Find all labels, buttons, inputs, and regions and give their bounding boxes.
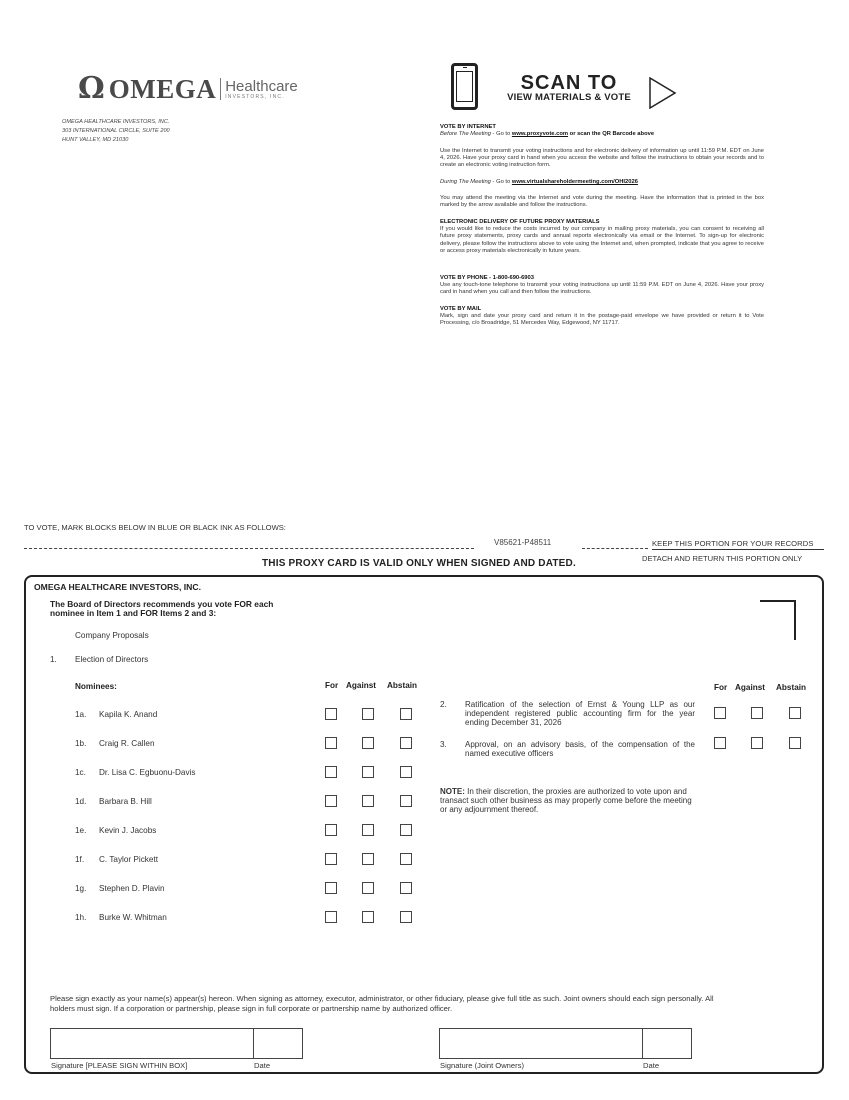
scan-title-line2: VIEW MATERIALS & VOTE	[507, 92, 631, 103]
vote-mail-section	[440, 306, 764, 328]
col-for-header-right: For	[714, 683, 728, 692]
company-logo	[78, 72, 308, 106]
note-paragraph	[440, 787, 695, 814]
nominee-1e-for-checkbox[interactable]	[325, 824, 337, 836]
virtual-meeting-link[interactable]: www.virtualshareholdermeeting.com/OHI2026	[511, 179, 638, 185]
phone-text: Use any touch-tone telephone to transmit your voting instructions up until 11:59 P.M. EDT on June 4, 2026. Have your proxy card in hand when you call and then follow the instructions.	[440, 282, 764, 296]
nominee-1e-against-checkbox[interactable]	[362, 824, 374, 836]
recommend-line-2: nominee in Item 1 and FOR Items 2 and 3:	[50, 608, 217, 618]
item3-abstain-checkbox[interactable]	[789, 737, 801, 749]
detach-line-left	[24, 548, 474, 549]
nominee-1g-abstain-checkbox[interactable]	[400, 882, 412, 894]
before-meeting-pre: - Go to	[490, 131, 512, 138]
signature-date-label: Date	[254, 1061, 271, 1070]
to-vote-instruction: TO VOTE, MARK BLOCKS BELOW IN BLUE OR BLACK INK AS FOLLOWS:	[24, 523, 286, 532]
electronic-text: If you would like to reduce the costs incurred by our company in mailing proxy materials, you can consent to receiving all future proxy statements, proxy cards and annual reports electronically via email or the Internet. To sign-up for electronic delivery, please follow the instructions above to vote using the Internet and, when prompted, indicate that you agree to receive or access proxy materials electronically in future years.	[440, 226, 764, 254]
nominee-number: 1a.	[75, 710, 87, 719]
joint-date-box[interactable]	[642, 1028, 692, 1059]
col-for-header: For	[325, 681, 339, 690]
nominee-1h-against-checkbox[interactable]	[362, 911, 374, 923]
item3-number: 3.	[440, 740, 447, 749]
item3-text: Approval, on an advisory basis, of the compensation of the named executive officers	[465, 740, 695, 758]
keep-underline	[652, 549, 824, 550]
note-label: NOTE:	[440, 787, 465, 796]
signing-instructions: Please sign exactly as your name(s) appear(s) hereon. When signing as attorney, executor, administrator, or other fiduciary, please give full title as such. Joint owners should each sign personally. All holders must sign. If a corporation or partnership, please sign in full corporate or partnership name by authorized officer.	[50, 994, 714, 1013]
vote-internet-heading: VOTE BY INTERNET	[440, 124, 496, 130]
recommend-line-1: The Board of Directors recommends you vote FOR each	[50, 599, 274, 609]
nominee-1d-against-checkbox[interactable]	[362, 795, 374, 807]
nominee-1g-for-checkbox[interactable]	[325, 882, 337, 894]
mail-heading: VOTE BY MAIL	[440, 306, 482, 312]
nominee-name: Craig R. Callen	[99, 739, 155, 748]
logo-investors-text: INVESTORS, INC.	[225, 93, 285, 100]
item1-number: 1.	[50, 655, 57, 664]
nominee-number: 1f.	[75, 855, 85, 864]
card-company-name: OMEGA HEALTHCARE INVESTORS, INC.	[34, 582, 201, 592]
col-against-header-right: Against	[735, 683, 766, 692]
nominee-1f-for-checkbox[interactable]	[325, 853, 337, 865]
item2-abstain-checkbox[interactable]	[789, 707, 801, 719]
joint-date-label: Date	[643, 1061, 660, 1070]
during-meeting-label: During The Meeting	[440, 179, 491, 185]
col-abstain-header: Abstain	[387, 681, 418, 690]
scan-title-line1: SCAN TO	[520, 72, 618, 94]
vote-internet-section	[440, 124, 764, 138]
address-line-2: 303 INTERNATIONAL CIRCLE, SUITE 200	[62, 128, 170, 134]
note-text: In their discretion, the proxies are authorized to vote upon and transact such other business as may properly come before the meeting or any adjournment thereof.	[440, 787, 692, 814]
nominee-name: Kevin J. Jacobs	[99, 826, 157, 835]
keep-portion-label: KEEP THIS PORTION FOR YOUR RECORDS	[652, 539, 814, 548]
internet-para-1: Use the Internet to transmit your voting instructions and for electronic delivery of information up until 11:59 P.M. EDT on June 4, 2026. Have your proxy card in hand when you access the website and follow the instructions to obtain your records and to create an electronic voting instruction form.	[440, 148, 764, 169]
nominee-1f-abstain-checkbox[interactable]	[400, 853, 412, 865]
address-line-1: OMEGA HEALTHCARE INVESTORS, INC.	[62, 119, 170, 125]
company-proposals-label: Company Proposals	[75, 631, 149, 640]
nominee-1b-abstain-checkbox[interactable]	[400, 737, 412, 749]
nominee-1g-against-checkbox[interactable]	[362, 882, 374, 894]
nominee-1b-against-checkbox[interactable]	[362, 737, 374, 749]
item2-number: 2.	[440, 700, 447, 709]
mail-text: Mark, sign and date your proxy card and return it in the postage-paid envelope we have provided or return it to Vote Processing, c/o Broadridge, 51 Mercedes Way, Edgewood, NY 11717.	[440, 313, 764, 327]
logo-healthcare	[225, 79, 298, 100]
phone-heading: VOTE BY PHONE - 1-800-690-6903	[440, 275, 534, 281]
scan-title	[494, 74, 644, 103]
before-meeting-post: or scan the QR Barcode above	[568, 131, 655, 138]
corner-mark	[760, 600, 796, 640]
col-abstain-header-right: Abstain	[776, 683, 807, 692]
item2-against-checkbox[interactable]	[751, 707, 763, 719]
joint-signature-label: Signature (Joint Owners)	[440, 1061, 524, 1070]
nominee-name: Barbara B. Hill	[99, 797, 152, 806]
nominee-1c-for-checkbox[interactable]	[325, 766, 337, 778]
nominee-1h-abstain-checkbox[interactable]	[400, 911, 412, 923]
item1-label: Election of Directors	[75, 655, 149, 664]
nominee-1f-against-checkbox[interactable]	[362, 853, 374, 865]
signature-date-box[interactable]	[253, 1028, 303, 1059]
nominee-1a-against-checkbox[interactable]	[362, 708, 374, 720]
internet-para-2: You may attend the meeting via the Internet and vote during the meeting. Have the information that is printed in the box marked by the arrow available and follow the instructions.	[440, 195, 764, 209]
during-meeting-line	[440, 179, 764, 186]
play-arrow-icon	[649, 77, 677, 109]
electronic-heading: ELECTRONIC DELIVERY OF FUTURE PROXY MATERIALS	[440, 219, 600, 225]
logo-separator	[220, 78, 221, 100]
nominee-number: 1d.	[75, 797, 87, 806]
during-meeting-pre: - Go to	[490, 179, 512, 185]
nominee-number: 1e.	[75, 826, 87, 835]
board-recommendation	[50, 600, 273, 618]
nominee-name: C. Taylor Pickett	[99, 855, 158, 864]
nominee-1d-for-checkbox[interactable]	[325, 795, 337, 807]
item3-against-checkbox[interactable]	[751, 737, 763, 749]
nominee-name: Burke W. Whitman	[99, 913, 167, 922]
nominee-number: 1c.	[75, 768, 86, 777]
proxyvote-link[interactable]: www.proxyvote.com	[511, 131, 569, 138]
logo-word: OMEGA	[108, 73, 217, 104]
address-line-3: HUNT VALLEY, MD 21030	[62, 137, 129, 143]
detach-line-mid	[582, 548, 648, 549]
vote-phone-section	[440, 275, 764, 297]
nominee-number: 1h.	[75, 913, 87, 922]
nominee-name: Dr. Lisa C. Egbuonu-Davis	[99, 768, 196, 777]
item2-text: Ratification of the selection of Ernst & Young LLP as our independent registered public accounting firm for the year ending December 31, 2026	[465, 700, 695, 727]
detach-label: DETACH AND RETURN THIS PORTION ONLY	[642, 554, 803, 563]
nominee-name: Kapila K. Anand	[99, 710, 158, 719]
nominee-1b-for-checkbox[interactable]	[325, 737, 337, 749]
before-meeting-label: Before The Meeting	[440, 131, 491, 138]
electronic-delivery-section	[440, 219, 764, 255]
omega-logo-icon: Ω	[78, 71, 105, 106]
nominee-1c-against-checkbox[interactable]	[362, 766, 374, 778]
nominee-1a-abstain-checkbox[interactable]	[400, 708, 412, 720]
valid-notice: THIS PROXY CARD IS VALID ONLY WHEN SIGNED AND DATED.	[262, 558, 576, 569]
nominee-1a-for-checkbox[interactable]	[325, 708, 337, 720]
nominee-number: 1b.	[75, 739, 87, 748]
signature-label: Signature [PLEASE SIGN WITHIN BOX]	[51, 1061, 188, 1070]
logo-healthcare-text: Healthcare	[225, 77, 298, 95]
item3-for-checkbox[interactable]	[714, 737, 726, 749]
nominee-number: 1g.	[75, 884, 87, 893]
col-against-header: Against	[346, 681, 377, 690]
nominee-1h-for-checkbox[interactable]	[325, 911, 337, 923]
nominee-1e-abstain-checkbox[interactable]	[400, 824, 412, 836]
company-address	[62, 118, 170, 145]
phone-icon	[451, 63, 478, 110]
nominees-heading: Nominees:	[75, 682, 117, 691]
item2-for-checkbox[interactable]	[714, 707, 726, 719]
nominee-1d-abstain-checkbox[interactable]	[400, 795, 412, 807]
control-number: V85621-P48511	[494, 538, 552, 547]
joint-signature-box[interactable]	[439, 1028, 643, 1059]
nominee-name: Stephen D. Plavin	[99, 884, 165, 893]
signature-box[interactable]	[50, 1028, 254, 1059]
nominee-1c-abstain-checkbox[interactable]	[400, 766, 412, 778]
